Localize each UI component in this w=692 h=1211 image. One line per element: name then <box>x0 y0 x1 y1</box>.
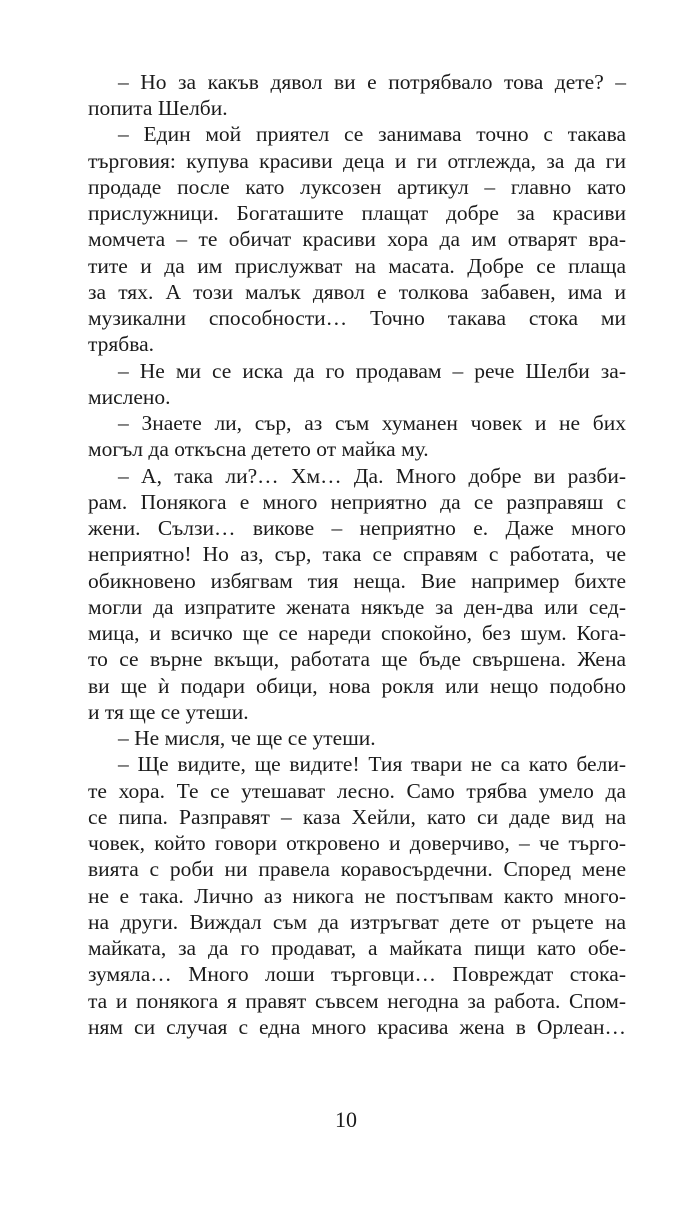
text-line-22: мица, и всичко ще се нареди спокойно, без шум. Кога- <box>88 621 626 645</box>
text-line-34: майката, за да го продават, а майката пищи като обе- <box>88 936 626 960</box>
text-line-37: ням си случая с една много красива жена в Орлеан… <box>88 1015 626 1039</box>
text-line-12: – Не ми се иска да го продавам – рече Шелби за- <box>118 359 626 383</box>
text-line-1: – Но за какъв дявол ви е потрябвало това дете? – <box>118 70 626 94</box>
text-line-2: попита Шелби. <box>88 96 228 120</box>
text-line-29: се пипа. Разправят – каза Хейли, като си даде вид на <box>88 805 626 829</box>
text-line-24: ви ще ѝ подари обици, нова рокля или нещо подобно <box>88 674 626 698</box>
text-line-36: та и понякога я правят съвсем негодна за работа. Спом- <box>88 989 626 1013</box>
text-line-11: трябва. <box>88 332 155 356</box>
text-line-20: обикновено избягвам тия неща. Вие например бихте <box>88 569 626 593</box>
text-line-17: рам. Понякога е много неприятно да се разправяш с <box>88 490 626 514</box>
text-line-10: музикални способности… Точно такава стока ми <box>88 306 626 330</box>
text-line-31: вията с роби ни правела коравосърдечни. Според мене <box>88 857 626 881</box>
text-line-23: то се върне вкъщи, работата ще бъде свършена. Жена <box>88 647 626 671</box>
text-line-25: и тя ще се утеши. <box>88 700 249 724</box>
text-line-30: човек, който говори откровено и доверчиво, – че търго- <box>88 831 626 855</box>
text-line-19: неприятно! Но аз, сър, така се справям с работата, че <box>88 542 626 566</box>
text-line-13: мислено. <box>88 385 171 409</box>
text-line-27: – Ще видите, ще видите! Тия твари не са като бели- <box>118 752 626 776</box>
text-line-4: търговия: купува красиви деца и ги отглежда, за да ги <box>88 149 626 173</box>
text-line-21: могли да изпратите жената някъде за ден-два или сед- <box>88 595 626 619</box>
text-line-6: прислужници. Богаташите плащат добре за красиви <box>88 201 626 225</box>
text-line-9: за тях. А този малък дявол е толкова забавен, има и <box>88 280 626 304</box>
text-line-32: не е така. Лично аз никога не постъпвам както много- <box>88 884 626 908</box>
text-line-16: – А, така ли?… Хм… Да. Много добре ви разби- <box>118 464 626 488</box>
text-line-15: могъл да откъсна детето от майка му. <box>88 437 429 461</box>
text-line-14: – Знаете ли, сър, аз съм хуманен човек и не бих <box>118 411 626 435</box>
text-line-7: момчета – те обичат красиви хора да им отварят вра- <box>88 227 626 251</box>
text-line-5: продаде после като луксозен артикул – главно като <box>88 175 626 199</box>
text-line-8: тите и да им прислужват на масата. Добре се плаща <box>88 254 626 278</box>
text-line-26: – Не мисля, че ще се утеши. <box>118 726 376 750</box>
text-line-18: жени. Сълзи… викове – неприятно е. Даже много <box>88 516 626 540</box>
text-line-28: те хора. Те се утешават лесно. Само трябва умело да <box>88 779 626 803</box>
text-line-35: зумяла… Много лоши търговци… Повреждат стока- <box>88 962 626 986</box>
text-line-33: на други. Виждал съм да изтръгват дете от ръцете на <box>88 910 626 934</box>
text-line-3: – Един мой приятел се занимава точно с такава <box>118 122 626 146</box>
page-number: 10 <box>335 1107 357 1132</box>
